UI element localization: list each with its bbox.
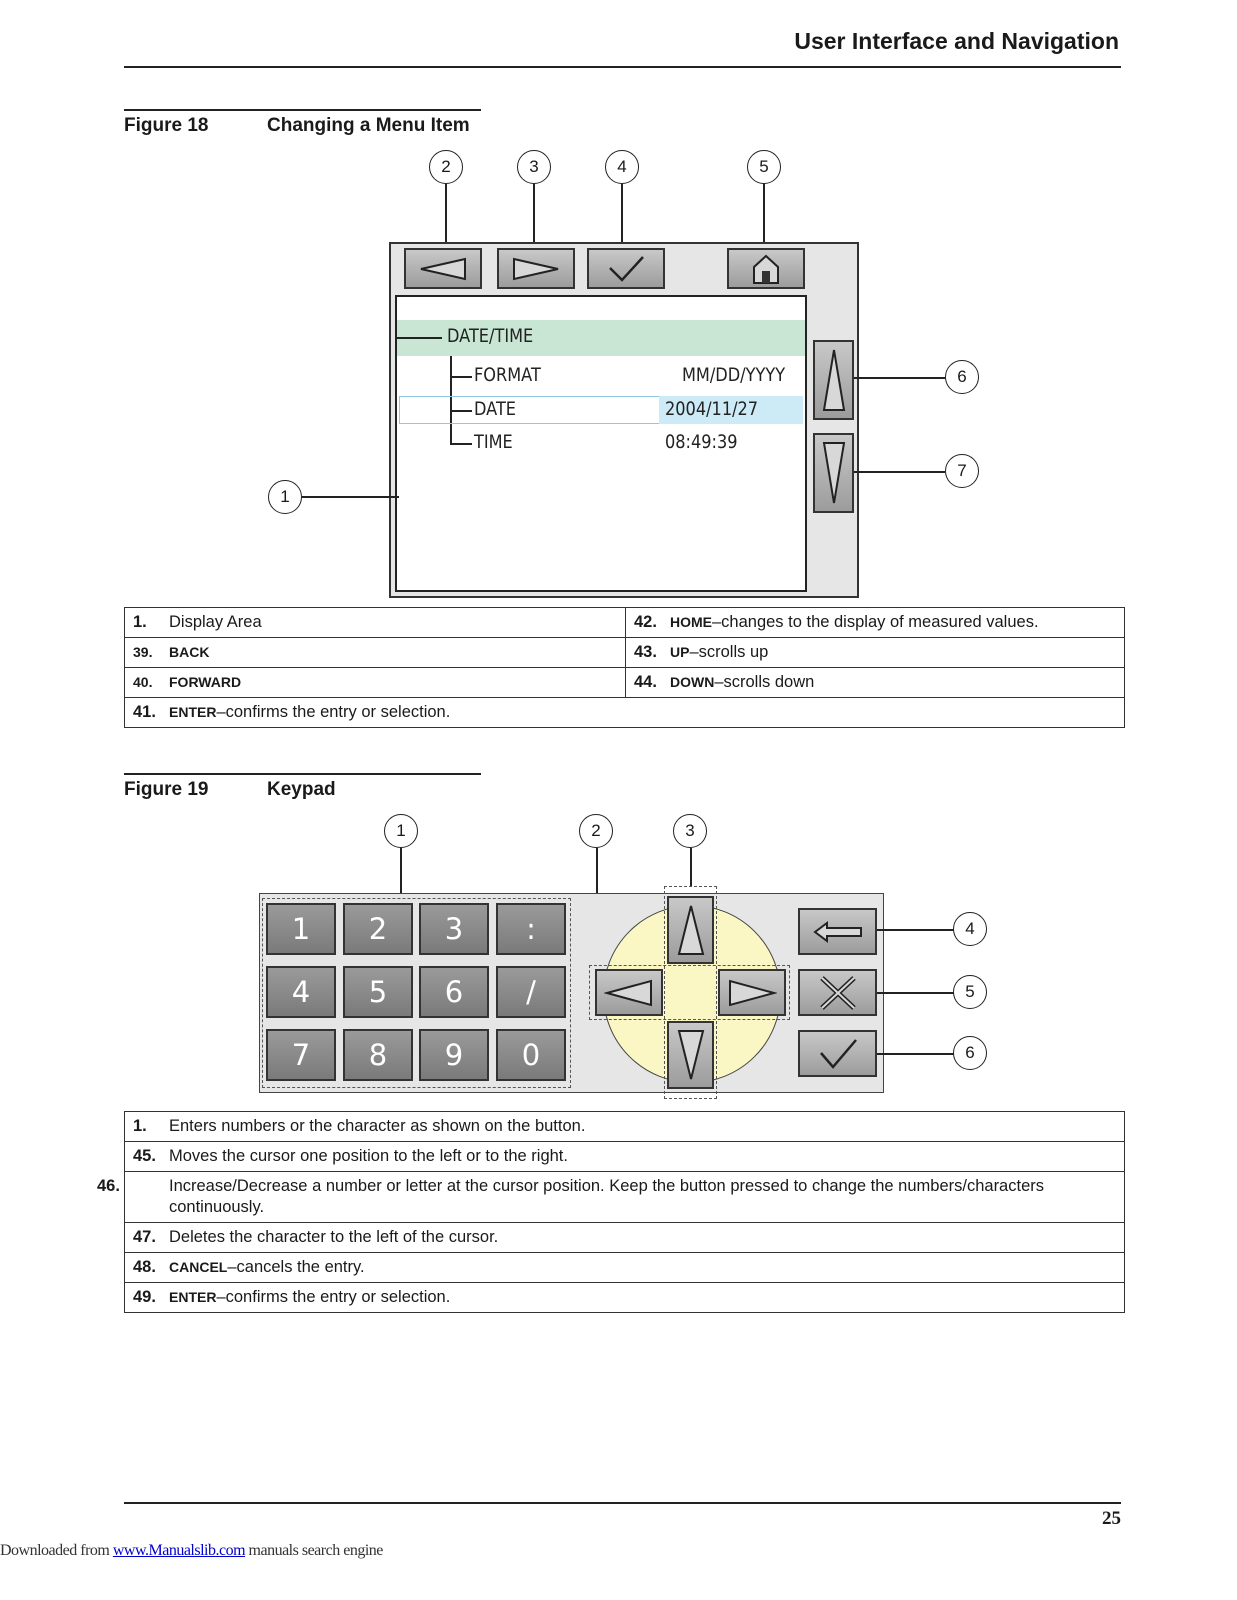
right-arrow-icon [511, 256, 561, 282]
legend-key: BACK [169, 644, 210, 660]
legend-num: 46. [97, 1177, 120, 1195]
cursor-up-button[interactable] [667, 896, 714, 964]
key-slash[interactable]: / [496, 966, 566, 1018]
legend-key: UP [670, 644, 690, 660]
tree-line [450, 376, 472, 378]
legend-num: 1. [133, 613, 147, 631]
leader-line [877, 1053, 954, 1055]
callout-2: 2 [429, 150, 463, 184]
legend-key: ENTER [169, 704, 217, 720]
key-6[interactable]: 6 [419, 966, 489, 1018]
cursor-left-button[interactable] [595, 969, 663, 1016]
legend-text: –scrolls down [714, 673, 815, 691]
legend-cell [97, 1172, 1125, 1223]
enter-button[interactable] [587, 248, 665, 289]
checkmark-icon [606, 254, 646, 284]
leader-line [302, 496, 399, 498]
leader-line [400, 848, 402, 898]
menu-value-time: 08:49:39 [665, 431, 738, 453]
figure-18-number: Figure 18 [124, 115, 209, 136]
menu-value-date[interactable]: 2004/11/27 [665, 398, 759, 420]
legend-key: DOWN [670, 674, 715, 690]
up-button[interactable] [813, 340, 854, 420]
download-suffix: manuals search engine [245, 1542, 383, 1559]
legend-num: 47. [133, 1228, 156, 1246]
figure-19-number: Figure 19 [124, 779, 209, 800]
back-button[interactable] [404, 248, 482, 289]
leader-line [763, 184, 765, 248]
legend-key: HOME [670, 614, 712, 630]
header-rule [124, 66, 1121, 68]
figure-18-legend [124, 607, 1125, 728]
footer-rule [124, 1502, 1121, 1504]
legend-key: ENTER [169, 1289, 217, 1305]
figure-18-title: Changing a Menu Item [267, 115, 470, 136]
key-0[interactable]: 0 [496, 1029, 566, 1081]
leader-line [854, 471, 945, 473]
up-arrow-icon [821, 347, 847, 413]
callout-6: 6 [945, 360, 979, 394]
cursor-right-button[interactable] [718, 969, 786, 1016]
legend-num: 40. [133, 674, 153, 690]
legend-num: 44. [634, 673, 657, 691]
callout-7: 7 [945, 454, 979, 488]
leader-line [445, 184, 447, 248]
left-arrow-icon [418, 256, 468, 282]
download-prefix: Downloaded from [0, 1542, 113, 1559]
legend-num: 39. [133, 644, 153, 660]
manualslib-link[interactable]: www.Manualslib.com [112, 1542, 246, 1559]
legend-text: Moves the cursor one position to the left or to the right. [169, 1147, 568, 1165]
legend-text: –confirms the entry or selection. [216, 703, 451, 721]
tree-line [397, 337, 442, 339]
home-icon [751, 253, 781, 285]
key-9[interactable]: 9 [419, 1029, 489, 1081]
enter-button[interactable] [798, 1030, 877, 1077]
legend-key: CANCEL [169, 1259, 228, 1275]
legend-text: Deletes the character to the left of the cursor. [169, 1228, 499, 1246]
callout-6: 6 [953, 1036, 987, 1070]
callout-3: 3 [517, 150, 551, 184]
legend-text: –cancels the entry. [227, 1258, 365, 1276]
callout-1: 1 [268, 480, 302, 514]
legend-num: 41. [133, 703, 156, 721]
legend-cell [125, 698, 1125, 728]
forward-button[interactable] [497, 248, 575, 289]
key-3[interactable]: 3 [419, 903, 489, 955]
leader-line [621, 184, 623, 248]
tree-line [450, 443, 472, 445]
legend-cell [125, 1283, 1125, 1313]
legend-text: –scrolls up [689, 643, 769, 661]
up-arrow-icon [676, 903, 706, 957]
legend-cell [626, 608, 1125, 638]
legend-cell [125, 1223, 1125, 1253]
backspace-button[interactable] [798, 908, 877, 955]
menu-title: DATE/TIME [447, 325, 534, 347]
key-4[interactable]: 4 [266, 966, 336, 1018]
page-header-title: User Interface and Navigation [794, 28, 1119, 54]
down-arrow-icon [821, 440, 847, 506]
checkmark-icon [817, 1037, 859, 1071]
legend-cell [125, 608, 626, 638]
home-button[interactable] [727, 248, 805, 289]
cancel-x-icon [818, 975, 858, 1011]
menu-item-format[interactable]: FORMAT [474, 364, 541, 386]
right-arrow-icon [727, 978, 777, 1008]
legend-num: 48. [133, 1258, 156, 1276]
callout-1: 1 [384, 814, 418, 848]
down-arrow-icon [676, 1028, 706, 1082]
legend-text: Display Area [169, 613, 262, 631]
legend-text: –changes to the display of measured values. [712, 613, 1039, 631]
callout-4: 4 [605, 150, 639, 184]
figure-19-rule [124, 773, 481, 775]
menu-item-date[interactable]: DATE [474, 398, 517, 420]
legend-text: Enters numbers or the character as shown on the button. [169, 1117, 586, 1135]
figure-19-title: Keypad [267, 779, 336, 800]
callout-3: 3 [673, 814, 707, 848]
callout-5: 5 [747, 150, 781, 184]
leader-line [533, 184, 535, 248]
key-colon[interactable]: : [496, 903, 566, 955]
left-arrow-icon [604, 978, 654, 1008]
menu-item-time[interactable]: TIME [474, 431, 513, 453]
callout-5: 5 [953, 975, 987, 1009]
leader-line [877, 929, 954, 931]
legend-text: Increase/Decrease a number or letter at the cursor position. Keep the button pressed to change the numbers/characters continuously. [169, 1177, 1044, 1216]
legend-cell [626, 668, 1125, 698]
menu-value-format: MM/DD/YYYY [682, 364, 786, 386]
legend-cell [125, 1142, 1125, 1172]
legend-num: 42. [634, 613, 657, 631]
backspace-arrow-icon [812, 920, 864, 944]
legend-cell [125, 668, 626, 698]
cancel-button[interactable] [798, 969, 877, 1016]
down-button[interactable] [813, 433, 854, 513]
legend-num: 1. [133, 1117, 147, 1135]
legend-num: 45. [133, 1147, 156, 1165]
legend-text: –confirms the entry or selection. [216, 1288, 451, 1306]
key-8[interactable]: 8 [343, 1029, 413, 1081]
figure-18-rule [124, 109, 481, 111]
legend-key: FORWARD [169, 674, 242, 690]
callout-4: 4 [953, 912, 987, 946]
download-note [0, 1542, 383, 1560]
legend-cell [626, 638, 1125, 668]
key-1[interactable]: 1 [266, 903, 336, 955]
figure-19-legend [97, 1111, 1125, 1313]
leader-line [854, 377, 945, 379]
key-2[interactable]: 2 [343, 903, 413, 955]
callout-2: 2 [579, 814, 613, 848]
page-number: 25 [1102, 1508, 1121, 1529]
cursor-down-button[interactable] [667, 1021, 714, 1089]
leader-line [877, 992, 954, 994]
key-5[interactable]: 5 [343, 966, 413, 1018]
legend-cell [125, 1253, 1125, 1283]
key-7[interactable]: 7 [266, 1029, 336, 1081]
legend-cell [125, 638, 626, 668]
legend-cell [125, 1112, 1125, 1142]
leader-line [690, 848, 692, 886]
legend-num: 43. [634, 643, 657, 661]
legend-num: 49. [133, 1288, 156, 1306]
